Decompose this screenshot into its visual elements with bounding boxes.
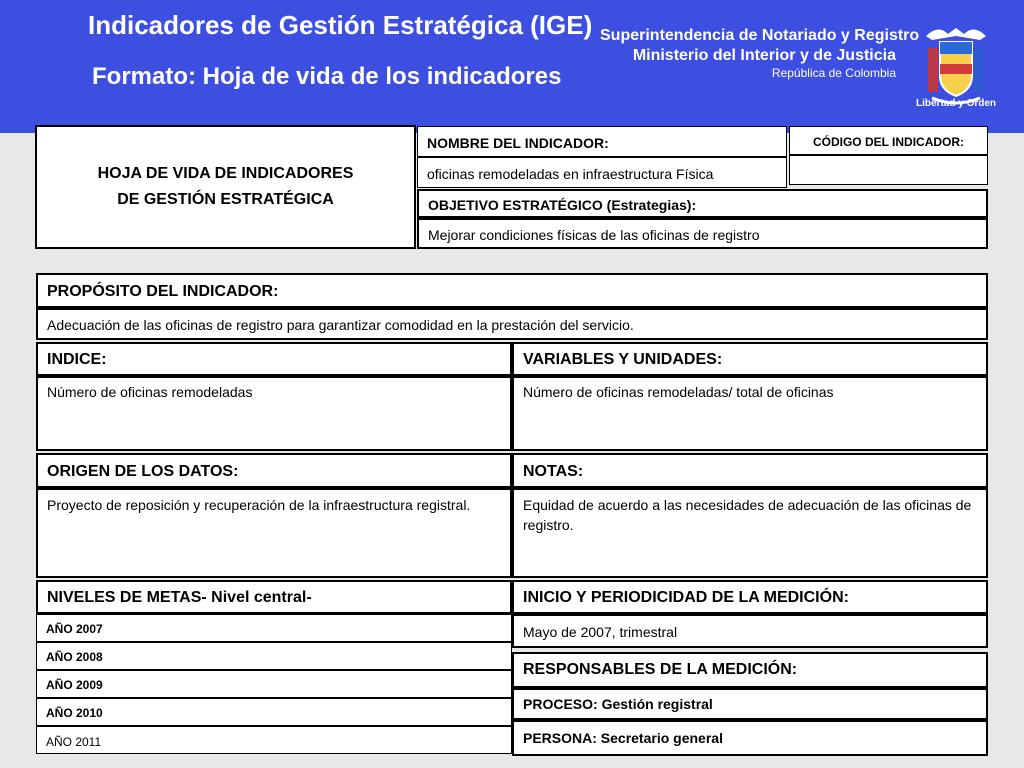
inicio-periodicidad-label: INICIO Y PERIODICIDAD DE LA MEDICIÓN: (512, 580, 988, 614)
year-row-2007: AÑO 2007 (36, 614, 512, 642)
notas-label: NOTAS: (512, 453, 988, 488)
year-row-2009: AÑO 2009 (36, 670, 512, 698)
indice-value: Número de oficinas remodeladas (36, 376, 512, 451)
objetivo-estrategico-label: OBJETIVO ESTRATÉGICO (Estrategias): (417, 189, 988, 218)
persona-value: PERSONA: Secretario general (512, 720, 988, 756)
country-name: República de Colombia (771, 66, 896, 80)
header-banner (0, 0, 1024, 133)
page-title: Indicadores de Gestión Estratégica (IGE) (88, 10, 593, 40)
page-subtitle: Formato: Hoja de vida de los indicadores (92, 63, 562, 90)
origen-datos-value: Proyecto de reposición y recuperación de la infraestructura registral. (36, 488, 512, 578)
proceso-value: PROCESO: Gestión registral (512, 688, 988, 720)
sheet-title-box (35, 125, 416, 249)
year-row-2010: AÑO 2010 (36, 698, 512, 726)
notas-value: Equidad de acuerdo a las necesidades de adecuación de las oficinas de registro. (512, 488, 988, 578)
responsables-label: RESPONSABLES DE LA MEDICIÓN: (512, 652, 988, 688)
organization-logo-text (600, 26, 920, 80)
sheet-title: HOJA DE VIDA DE INDICADORES DE GESTIÓN ESTRATÉGICA (97, 165, 354, 208)
org-name: Superintendencia de Notariado y Registro (600, 27, 920, 44)
origen-datos-label: ORIGEN DE LOS DATOS: (36, 453, 512, 488)
proposito-value: Adecuación de las oficinas de registro para garantizar comodidad en la prestación del servicio. (36, 308, 988, 340)
codigo-indicador-label: CÓDIGO DEL INDICADOR: (789, 126, 988, 155)
inicio-periodicidad-value: Mayo de 2007, trimestral (512, 614, 988, 648)
indice-label: INDICE: (36, 342, 512, 376)
crest-caption: Libertad y Orden (916, 98, 997, 109)
codigo-indicador-value (789, 155, 988, 185)
proposito-label: PROPÓSITO DEL INDICADOR: (36, 273, 988, 308)
objetivo-estrategico-value: Mejorar condiciones físicas de las oficinas de registro (417, 218, 988, 249)
niveles-metas-label: NIVELES DE METAS- Nivel central- (36, 580, 512, 614)
nombre-indicador-label: NOMBRE DEL INDICADOR: (417, 126, 787, 157)
ministry-name: Ministerio del Interior y de Justicia (632, 47, 896, 64)
nombre-indicador-value: oficinas remodeladas en infraestructura Física (417, 157, 787, 188)
variables-label: VARIABLES Y UNIDADES: (512, 342, 988, 376)
year-row-2011: AÑO 2011 (36, 726, 512, 754)
variables-value: Número de oficinas remodeladas/ total de oficinas (512, 376, 988, 451)
year-row-2008: AÑO 2008 (36, 642, 512, 670)
